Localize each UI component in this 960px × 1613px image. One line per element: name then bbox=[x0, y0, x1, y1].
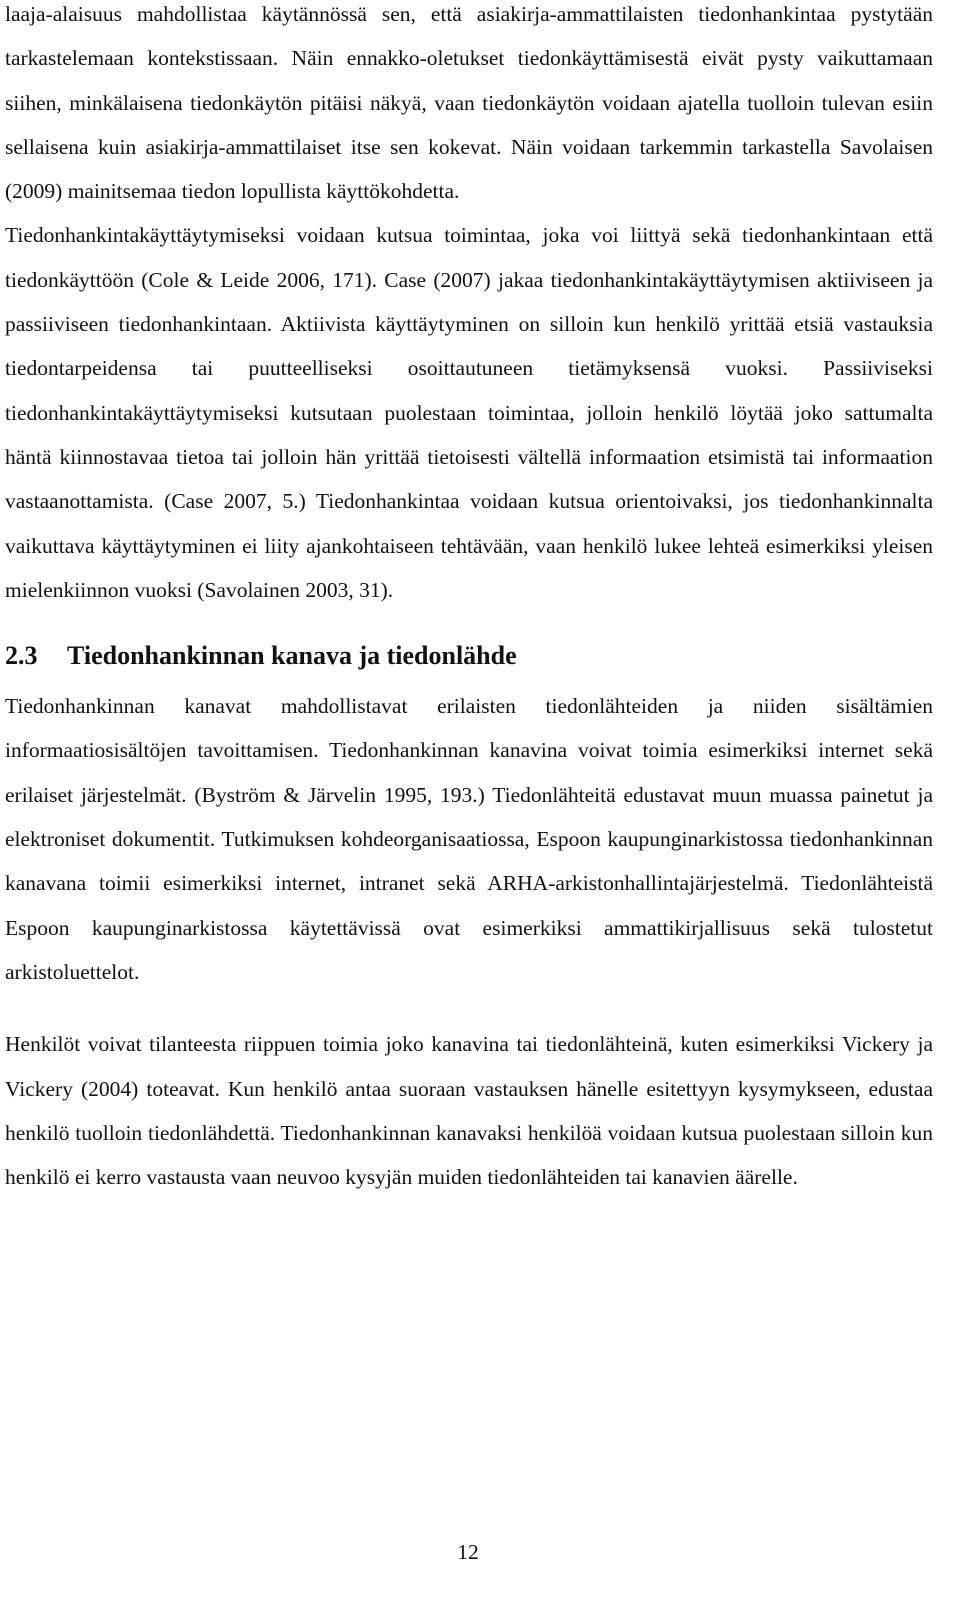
paragraph-persons-as-channels: Henkilöt voivat tilanteesta riippuen toimia joko kanavina tai tiedonlähteinä, kuten esimerkiksi Vickery ja Vickery (2004) toteavat. Kun henkilö antaa suoraan vastauksen hänelle esitettyyn kysymykseen, edustaa henkilö tuolloin tiedonlähdettä. Tiedonhankinnan kanavaksi henkilöä voidaan kutsua puolestaan silloin kun henkilö ei kerro vastausta vaan neuvoo kysyjän muiden tiedonlähteiden tai kanavien äärelle. bbox=[5, 1032, 933, 1190]
paragraph-continuation: laaja-alaisuus mahdollistaa käytännössä sen, että asiakirja-ammattilaisten tiedonhankintaa pystytään tarkastelemaan kontekstissaan. Näin ennakko-oletukset tiedonkäyttämisestä eivät pysty vaikuttamaan siihen, minkälaisena tiedonkäytön pitäisi näkyä, vaan tiedonkäytön voidaan ajatella tuolloin tulevan esiin sellaisena kuin asiakirja-ammattilaiset itse sen kokevat. Näin voidaan tarkemmin tarkastella Savolaisen (2009) mainitsemaa tiedon lopullista käyttökohdetta. bbox=[5, 2, 933, 204]
section-title: Tiedonhankinnan kanava ja tiedonlähde bbox=[67, 641, 517, 671]
section-number: 2.3 bbox=[5, 641, 38, 671]
section-heading bbox=[5, 634, 933, 678]
page-number: 12 bbox=[457, 1540, 479, 1564]
document-page bbox=[5, 0, 933, 1199]
paragraph-information-seeking-behaviour: Tiedonhankintakäyttäytymiseksi voidaan kutsua toimintaa, joka voi liittyä sekä tiedonhankintaan että tiedonkäyttöön (Cole & Leide 2006, 171). Case (2007) jakaa tiedonhankintakäyttäytymisen aktiiviseen ja passiiviseen tiedonhankintaan. Aktiivista käyttäytyminen on silloin kun henkilö yrittää etsiä vastauksia tiedontarpeidensa tai puutteelliseksi osoittautuneen tietämyksensä vuoksi. Passiiviseksi tiedonhankintakäyttäytymiseksi kutsutaan puolestaan toimintaa, jolloin henkilö löytää joko sattumalta häntä kiinnostavaa tietoa tai jolloin hän yrittää tietoisesti vältellä informaation etsimistä tai informaation vastaanottamista. (Case 2007, 5.) Tiedonhankintaa voidaan kutsua orientoivaksi, jos tiedonhankinnalta vaikuttava käyttäytyminen ei liity ajankohtaiseen tehtävään, vaan henkilö lukee lehteä esimerkiksi yleisen mielenkiinnon vuoksi (Savolainen 2003, 31). bbox=[5, 223, 933, 602]
paragraph-channels-and-sources: Tiedonhankinnan kanavat mahdollistavat erilaisten tiedonlähteiden ja niiden sisältämien informaatiosisältöjen tavoittamisen. Tiedonhankinnan kanavina voivat toimia esimerkiksi internet sekä erilaiset järjestelmät. (Byström & Järvelin 1995, 193.) Tiedonlähteitä edustavat muun muassa painetut ja elektroniset dokumentit. Tutkimuksen kohdeorganisaatiossa, Espoon kaupunginarkistossa tiedonhankinnan kanavana toimii esimerkiksi internet, intranet sekä ARHA-arkistonhallintajärjestelmä. Tiedonlähteistä Espoon kaupunginarkistossa käytettävissä ovat esimerkiksi ammattikirjallisuus sekä tulostetut arkistoluettelot. bbox=[5, 694, 933, 984]
